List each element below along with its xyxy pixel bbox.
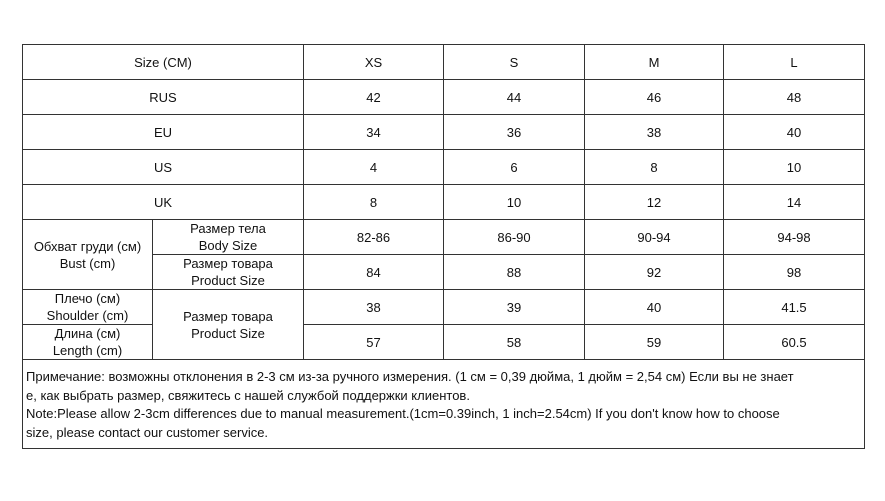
product-size-label-ru: Размер товара — [183, 256, 273, 271]
table-cell: 92 — [585, 255, 724, 290]
row-bust-body — [23, 220, 865, 255]
table-cell: 86-90 — [444, 220, 585, 255]
header-size-s: S — [444, 45, 585, 80]
length-label-en: Length (cm) — [52, 343, 123, 358]
table-cell: 41.5 — [724, 290, 865, 325]
table-cell: 88 — [444, 255, 585, 290]
product-group-label-ru: Размер товара — [183, 308, 273, 324]
table-cell: 57 — [304, 325, 444, 360]
product-size-label — [153, 255, 304, 290]
table-cell: 58 — [444, 325, 585, 360]
row-label: US — [23, 150, 304, 185]
table-cell: 34 — [304, 115, 444, 150]
length-label — [23, 325, 153, 360]
table-cell: 40 — [724, 115, 865, 150]
length-label-ru: Длина (см) — [54, 326, 121, 341]
table-cell: 8 — [585, 150, 724, 185]
note-en-line-1: Note:Please allow 2-3cm differences due to manual measurement.(1cm=0.39inch, 1 inch=2.54cm) If you don't know how to choose — [26, 406, 780, 421]
table-cell: 38 — [304, 290, 444, 325]
product-size-group-label — [153, 290, 304, 360]
shoulder-label-ru: Плечо (см) — [54, 291, 121, 306]
table-cell: 38 — [585, 115, 724, 150]
row-note — [23, 360, 865, 449]
body-size-label — [153, 220, 304, 255]
table-cell: 46 — [585, 80, 724, 115]
body-size-label-ru: Размер тела — [190, 221, 266, 236]
bust-label — [23, 220, 153, 290]
header-row — [23, 45, 865, 80]
shoulder-label-en: Shoulder (cm) — [46, 308, 129, 323]
table-cell: 10 — [724, 150, 865, 185]
product-group-label-en: Product Size — [191, 325, 265, 341]
row-length — [23, 325, 865, 360]
bust-label-ru: Обхват груди (см) — [33, 238, 142, 254]
table-cell: 40 — [585, 290, 724, 325]
header-size-xs: XS — [304, 45, 444, 80]
product-size-label-en: Product Size — [191, 273, 265, 288]
note-ru-line-2: е, как выбрать размер, свяжитесь с нашей службой поддержки клиентов. — [26, 387, 470, 403]
table-cell: 14 — [724, 185, 865, 220]
header-size-l: L — [724, 45, 865, 80]
table-cell: 59 — [585, 325, 724, 360]
table-cell: 94-98 — [724, 220, 865, 255]
header-size-m: M — [585, 45, 724, 80]
table-cell: 42 — [304, 80, 444, 115]
body-size-label-en: Body Size — [198, 238, 258, 253]
row-uk — [23, 185, 865, 220]
table-cell: 98 — [724, 255, 865, 290]
table-cell: 4 — [304, 150, 444, 185]
row-label: RUS — [23, 80, 304, 115]
bust-label-en: Bust (cm) — [59, 255, 116, 271]
shoulder-label — [23, 290, 153, 325]
note-ru-line-1: Примечание: возможны отклонения в 2-3 см из-за ручного измерения. (1 см = 0,39 дюйма, 1 дюйм = 2,54 см) Если вы не знает — [26, 369, 794, 384]
table-cell: 10 — [444, 185, 585, 220]
row-label: UK — [23, 185, 304, 220]
row-rus — [23, 80, 865, 115]
row-shoulder — [23, 290, 865, 325]
table-cell: 36 — [444, 115, 585, 150]
note-en-line-2: size, please contact our customer service. — [26, 424, 269, 440]
note-cell — [23, 360, 865, 449]
table-cell: 82-86 — [304, 220, 444, 255]
table-cell: 8 — [304, 185, 444, 220]
table-cell: 60.5 — [724, 325, 865, 360]
table-cell: 12 — [585, 185, 724, 220]
table-cell: 84 — [304, 255, 444, 290]
row-eu — [23, 115, 865, 150]
row-label: EU — [23, 115, 304, 150]
header-size-label: Size (CM) — [23, 45, 304, 80]
table-cell: 6 — [444, 150, 585, 185]
table-cell: 48 — [724, 80, 865, 115]
size-chart-table — [22, 44, 865, 449]
table-cell: 39 — [444, 290, 585, 325]
table-cell: 90-94 — [585, 220, 724, 255]
table-cell: 44 — [444, 80, 585, 115]
row-us — [23, 150, 865, 185]
